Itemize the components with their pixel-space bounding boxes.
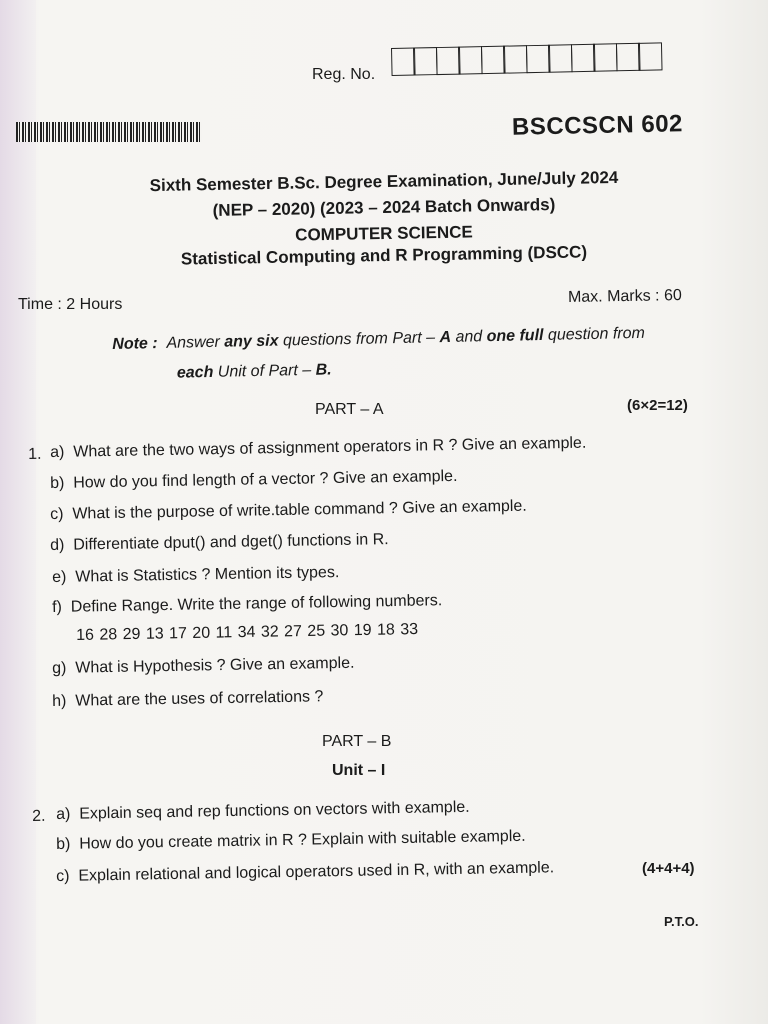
reg-no-box[interactable]: [458, 46, 483, 74]
question-1f: f) Define Range. Write the range of following numbers.: [52, 592, 443, 616]
reg-no-box[interactable]: [593, 43, 618, 71]
course-title: Statistical Computing and R Programming (DSCC): [180, 242, 588, 269]
reg-no-box[interactable]: [435, 47, 460, 75]
reg-no-box[interactable]: [638, 42, 663, 70]
reg-no-box[interactable]: [548, 44, 573, 72]
reg-no-label: Reg. No.: [312, 66, 376, 83]
note-label: Note :: [112, 335, 158, 353]
reg-no-box[interactable]: [391, 48, 416, 76]
question-2-number: 2.: [32, 807, 46, 825]
reg-no-box[interactable]: [525, 45, 550, 73]
question-1h: h) What are the uses of correlations ?: [52, 688, 324, 710]
note-text: Answer any six questions from Part – A and one full question from each Unit of Part – B.: [166, 324, 646, 382]
unit-1-heading: Unit – I: [332, 762, 386, 779]
question-1b: b) How do you find length of a vector ? Give an example.: [50, 467, 458, 492]
max-marks: Max. Marks : 60: [567, 287, 682, 306]
part-a-marks-scheme: (6×2=12): [627, 397, 688, 414]
question-1e: e) What is Statistics ? Mention its types.: [52, 563, 340, 586]
subject-title: COMPUTER SCIENCE: [295, 222, 473, 245]
page-edge-shadow: [0, 0, 36, 1024]
reg-no-box[interactable]: [480, 46, 505, 74]
question-1a: a) What are the two ways of assignment operators in R ? Give an example.: [50, 434, 587, 461]
question-1g: g) What is Hypothesis ? Give an example.: [52, 654, 355, 677]
question-2-marks-scheme: (4+4+4): [642, 860, 695, 877]
question-1c: c) What is the purpose of write.table command ? Give an example.: [50, 497, 527, 523]
barcode-image: [16, 122, 202, 142]
pto-label: P.T.O.: [664, 914, 699, 929]
question-1-number: 1.: [28, 445, 42, 463]
instructions-note: [112, 318, 673, 390]
question-2c: c) Explain relational and logical operators used in R, with an example.: [56, 859, 555, 885]
reg-no-box[interactable]: [570, 44, 595, 72]
part-b-heading: PART – B: [322, 733, 392, 750]
exam-time: Time : 2 Hours: [18, 296, 123, 313]
exam-title: Sixth Semester B.Sc. Degree Examination, June/July 2024: [149, 167, 619, 196]
reg-no-box[interactable]: [503, 45, 528, 73]
reg-no-box[interactable]: [615, 43, 640, 71]
question-2b: b) How do you create matrix in R ? Explain with suitable example.: [56, 827, 526, 853]
paper-code: BSCCSCN 602: [511, 110, 684, 141]
scheme-title: (NEP – 2020) (2023 – 2024 Batch Onwards): [212, 195, 556, 220]
range-numbers: 16 28 29 13 17 20 11 34 32 27 25 30 19 18 33: [76, 621, 419, 644]
reg-no-box[interactable]: [413, 47, 438, 75]
question-1d: d) Differentiate dput() and dget() functions in R.: [50, 531, 389, 554]
part-a-heading: PART – A: [315, 401, 384, 418]
question-2a: a) Explain seq and rep functions on vectors with example.: [56, 798, 470, 823]
reg-no-boxes: [392, 42, 663, 76]
